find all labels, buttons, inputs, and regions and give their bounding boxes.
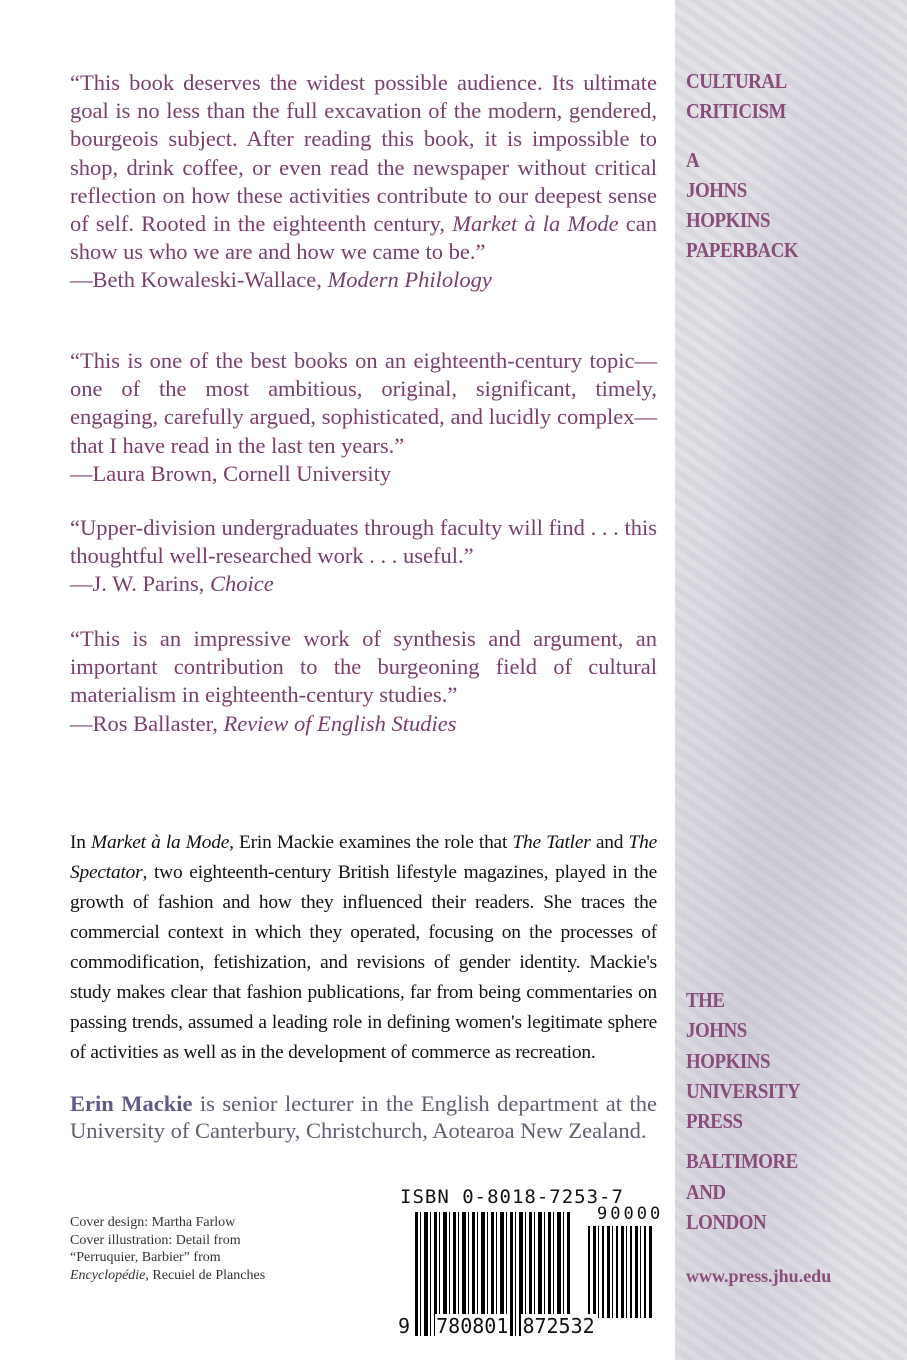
publisher-label <box>686 985 800 1237</box>
series-line: CULTURAL <box>686 69 787 93</box>
quote-attribution <box>70 570 657 598</box>
quote-author: —Beth Kowaleski-Wallace, <box>70 267 328 293</box>
quote-attribution <box>70 710 657 738</box>
ean-group-1: 780801 <box>436 1314 509 1338</box>
sidebar-panel <box>675 0 907 1360</box>
author-name: Erin Mackie <box>70 1091 193 1116</box>
price-code: 90000 <box>597 1204 664 1224</box>
isbn-number: ISBN 0-8018-7253-7 <box>400 1186 624 1208</box>
magazine-title: The Tatler <box>512 832 591 853</box>
publisher-line: HOPKINS <box>686 1048 771 1073</box>
description-text: and <box>590 832 629 853</box>
publisher-line: JOHNS <box>686 1018 747 1043</box>
series-line: CRITICISM <box>686 99 786 124</box>
publisher-city: LONDON <box>686 1210 767 1235</box>
credit-work: Encyclopédie <box>70 1267 146 1283</box>
cover-credits <box>70 1214 370 1284</box>
publisher-city: AND <box>686 1179 726 1204</box>
series-line: PAPERBACK <box>686 238 799 263</box>
review-quote-1 <box>70 69 657 295</box>
credit-illustration: Cover illustration: Detail from <box>70 1232 241 1248</box>
magazine-title: The Spectator <box>70 832 658 883</box>
quote-author: —Laura Brown, Cornell University <box>70 460 392 486</box>
publisher-line: THE <box>686 988 725 1012</box>
quote-source: Modern Philology <box>327 267 492 293</box>
quote-text: “This is one of the best books on an eighteenth-century topic—one of the most ambitious, original, significant, timely, engaging, carefully argued, sophisticated, and lucidly complex—that I have read in the last ten years.” <box>70 348 657 458</box>
description-text: , two eighteenth-century British lifestyle magazines, played in the growth of fashion and how they influenced their readers. She traces the commercial context in which they operated, focusing on the processes of commodification, fetishization, and revisions of gender identity. Mackie's study makes clear that fashion publications, far from being commentaries on passing trends, assumed a leading role in defining women's legitimate sphere of activities as well as in the development of commerce as recreation. <box>70 862 657 1063</box>
review-quote-4 <box>70 625 657 738</box>
publisher-line: UNIVERSITY <box>686 1078 801 1103</box>
series-line: HOPKINS <box>686 208 771 233</box>
description-text: , Erin Mackie examines the role that <box>229 832 513 853</box>
quote-author: —J. W. Parins, <box>70 571 211 597</box>
ean-group-2: 872532 <box>522 1314 595 1338</box>
series-label <box>686 66 798 266</box>
ean-lead-digit: 9 <box>398 1314 411 1338</box>
book-description <box>70 828 657 1068</box>
isbn-barcode <box>397 1186 664 1350</box>
book-title: Market à la Mode <box>91 832 230 853</box>
publisher-city: BALTIMORE <box>686 1149 798 1174</box>
addon-bars <box>588 1226 654 1318</box>
quote-source: Choice <box>210 571 274 597</box>
quote-author: —Ros Ballaster, <box>70 710 224 736</box>
series-line: JOHNS <box>686 177 747 202</box>
quote-source: Review of English Studies <box>223 710 457 736</box>
quote-text: “This is an impressive work of synthesis and argument, an important contribution to the burgeoning field of cultural materialism in eighteenth-century studies.” <box>70 626 657 708</box>
book-title: Market à la Mode <box>452 211 619 237</box>
bio-text: is senior lecturer in the English department at the University of Canterbury, Christchurch, Aotearoa New Zealand. <box>70 1091 657 1143</box>
credit-design: Cover design: Martha Farlow <box>70 1215 236 1230</box>
review-quote-2 <box>70 347 657 488</box>
description-text: In <box>70 832 92 853</box>
quote-text: “Upper-division undergraduates through faculty will find . . . this thoughtful well-researched work . . . useful.” <box>70 515 657 569</box>
quote-text: can show us who we are and how we came to be.” <box>70 211 657 265</box>
credit-source <box>70 1267 370 1285</box>
quote-attribution <box>70 266 657 294</box>
credit-plate: “Perruquier, Barbier” from <box>70 1250 221 1265</box>
review-quote-3 <box>70 514 657 599</box>
publisher-line: PRESS <box>686 1109 743 1134</box>
publisher-url[interactable]: www.press.jhu.edu <box>686 1266 832 1286</box>
quote-text: “This book deserves the widest possible audience. Its ultimate goal is no less than the full excavation of the modern, gendered, bourgeois subject. After reading this book, it is impossible to shop, drink coffee, or even read the newspaper without critical reflection on how these activities contribute to our deepest sense of self. Rooted in the eighteenth century, <box>70 70 657 237</box>
credit-collection: , Recuiel de Planches <box>145 1267 266 1283</box>
author-bio <box>70 1090 657 1144</box>
series-line: A <box>686 147 700 172</box>
ean-digits <box>397 1314 596 1338</box>
